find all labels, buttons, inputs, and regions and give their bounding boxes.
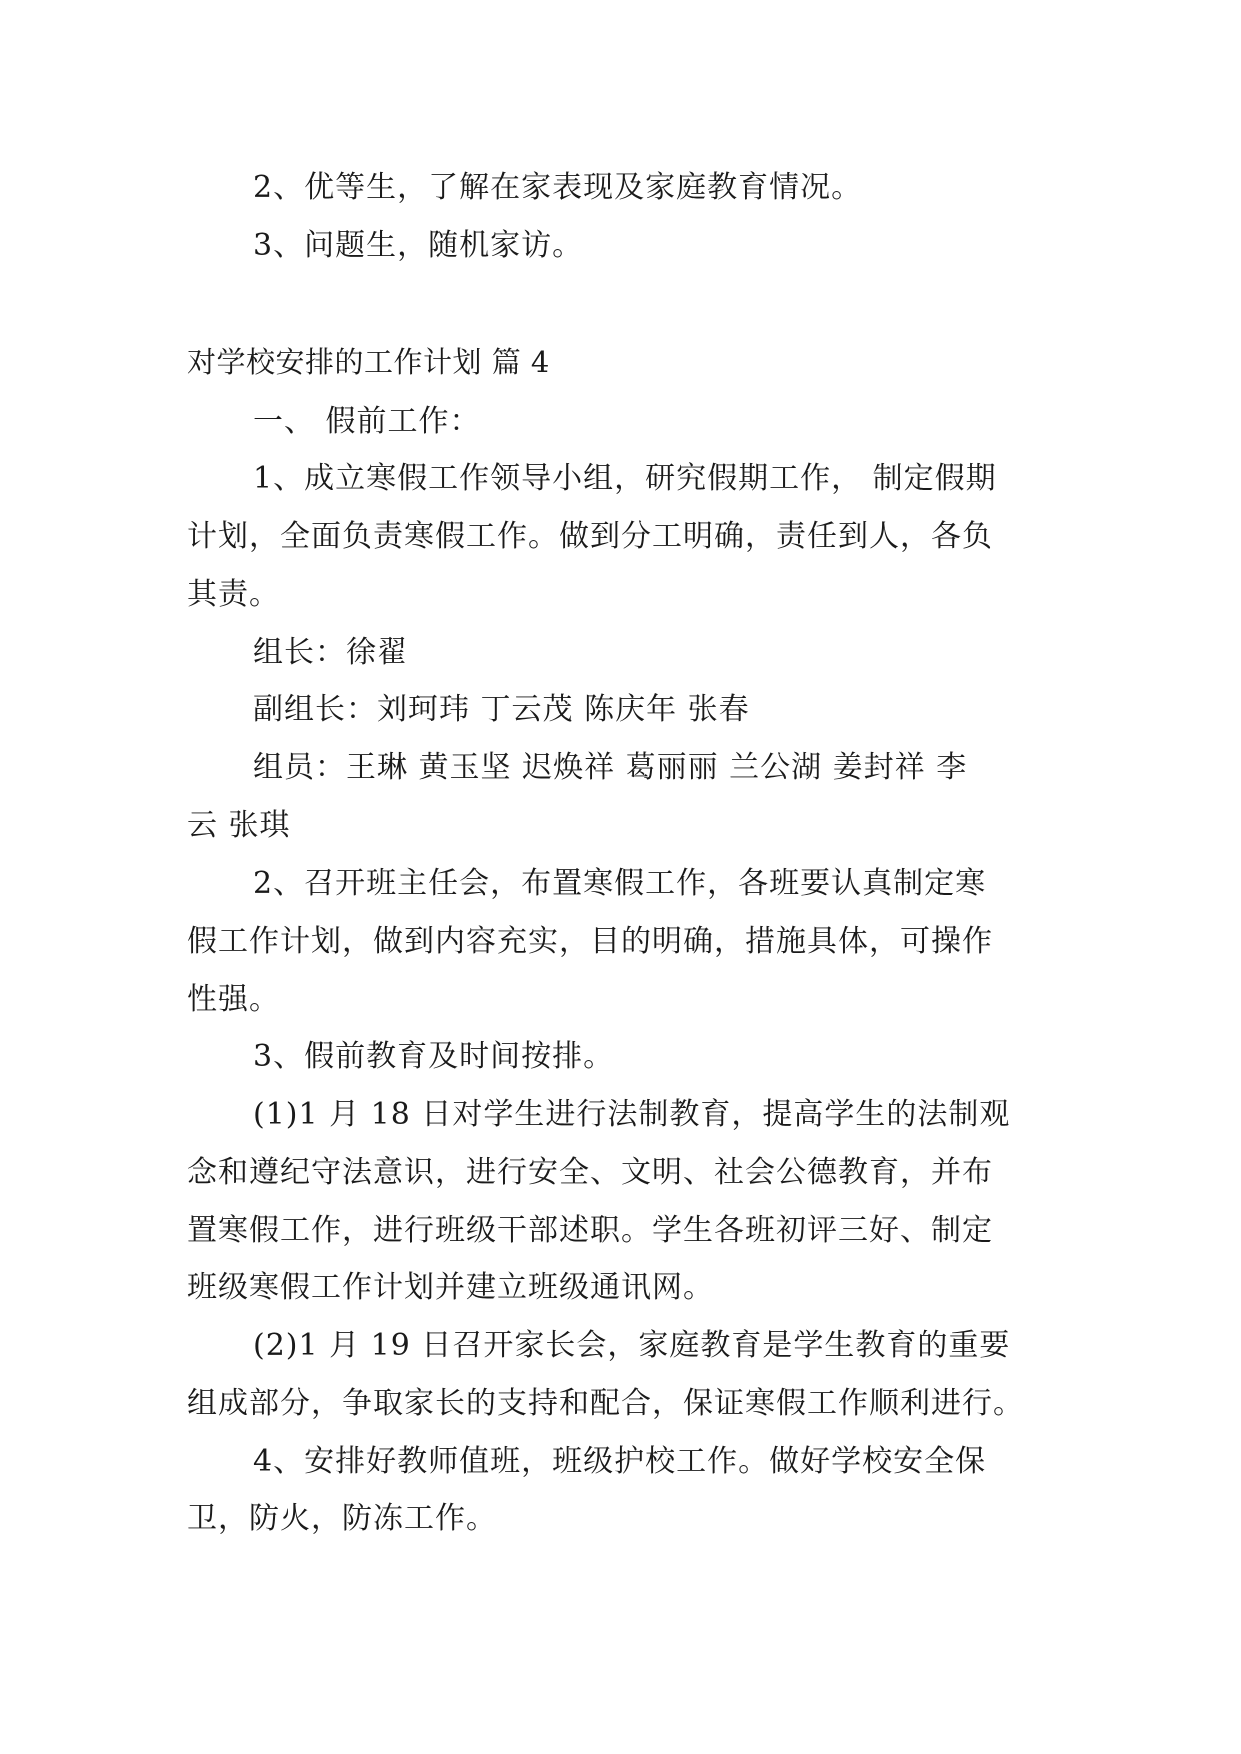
paragraph-item-2-line-1: 2、召开班主任会，布置寒假工作，各班要认真制定寒 [253,866,987,901]
sub-item-1-line-1: (1)1 月 18 日对学生进行法制教育，提高学生的法制观 [253,1097,1011,1132]
heading-pre-holiday-work: 一、 假前工作： [253,404,481,439]
members-line-1: 组员：王琳 黄玉坚 迟焕祥 葛丽丽 兰公湖 姜封祥 李 [253,750,968,785]
paragraph-item-1-line-3: 其责。 [187,577,280,612]
paragraph-item-1-line-1: 1、成立寒假工作领导小组，研究假期工作， 制定假期 [253,461,997,496]
list-item-problem-students: 3、问题生，随机家访。 [253,228,584,263]
leader-line: 组长：徐翟 [253,635,408,670]
sub-item-1-line-3: 置寒假工作，进行班级干部述职。学生各班初评三好、制定 [187,1213,993,1248]
section-title: 对学校安排的工作计划 篇 4 [187,345,550,379]
paragraph-item-4-line-2: 卫，防火，防冻工作。 [187,1501,497,1536]
paragraph-item-3: 3、假前教育及时间按排。 [253,1039,615,1074]
deputy-leaders-line: 副组长：刘珂玮 丁云茂 陈庆年 张春 [253,692,750,727]
paragraph-item-2-line-3: 性强。 [187,982,280,1017]
sub-item-1-line-2: 念和遵纪守法意识，进行安全、文明、社会公德教育，并布 [187,1155,993,1190]
sub-item-2-line-2: 组成部分，争取家长的支持和配合，保证寒假工作顺利进行。 [187,1386,1024,1421]
sub-item-2-line-1: (2)1 月 19 日召开家长会，家庭教育是学生教育的重要 [253,1328,1011,1363]
sub-item-1-line-4: 班级寒假工作计划并建立班级通讯网。 [187,1270,714,1305]
paragraph-item-4-line-1: 4、安排好教师值班，班级护校工作。做好学校安全保 [253,1444,987,1479]
paragraph-item-1-line-2: 计划，全面负责寒假工作。做到分工明确，责任到人，各负 [187,519,993,554]
members-line-2: 云 张琪 [187,808,291,843]
list-item-excellent-students: 2、优等生，了解在家表现及家庭教育情况。 [253,170,863,205]
paragraph-item-2-line-2: 假工作计划，做到内容充实，目的明确，措施具体，可操作 [187,924,993,959]
